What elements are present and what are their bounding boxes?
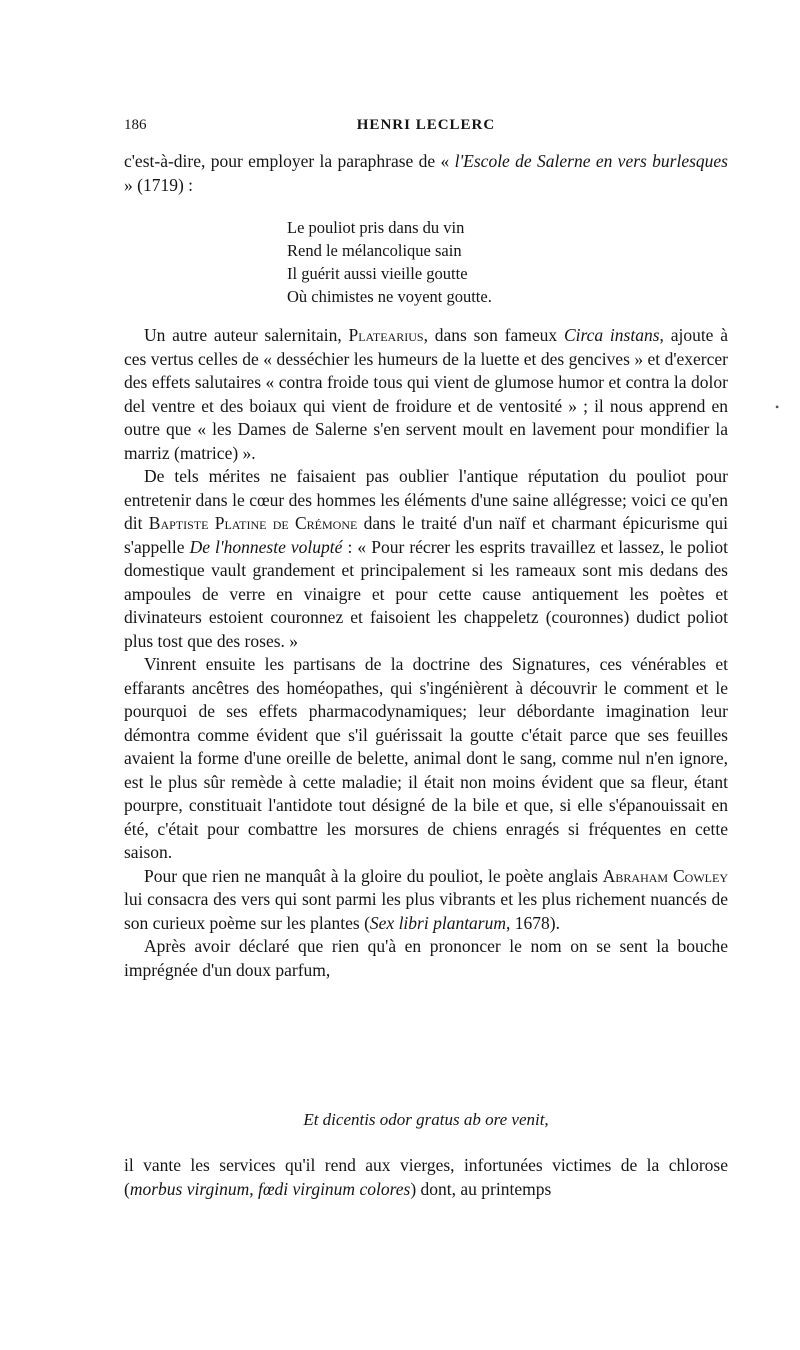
paragraph-parfum: Après avoir déclaré que rien qu'à en prononcer le nom on se sent la bouche imprégnée d'un doux parfum, (124, 936, 728, 980)
p4-text-a: Pour que rien ne manquât à la gloire du pouliot, le poète anglais (144, 865, 603, 886)
verse-quote (287, 216, 492, 308)
verse-line: Rend le mélancolique sain (287, 241, 462, 260)
p6-text-a: il vante les services qu'il rend aux vierges, infortunées victimes de la chlorose ( (124, 1155, 728, 1199)
intro-text-a: c'est-à-dire, pour employer la paraphrase de « (124, 151, 455, 171)
p4-text-c: lui consacra des vers qui sont parmi les plus vibrants et les plus richement nuancés de son curieux poème sur les plantes ( (124, 889, 728, 933)
paragraph-platine (124, 465, 728, 653)
margin-dot-mark: • (775, 400, 780, 414)
latin-verse-line: Et dicentis odor gratus ab ore venit, (303, 1110, 549, 1129)
p2-text-c: dans le traité d'un naïf et charmant épicurisme qui s'appelle (124, 513, 729, 557)
running-title: HENRI LECLERC (356, 117, 496, 133)
closing-paragraph (124, 1154, 728, 1201)
paragraph-platearius (124, 324, 728, 465)
latin-terms-italic: morbus virginum, fœdi virginum colores (129, 1178, 411, 1199)
intro-text-c: » (1719) : (124, 174, 194, 195)
page-header (124, 114, 728, 136)
p1-text-c: , dans son fameux (423, 325, 564, 345)
verse-line: Le pouliot pris dans du vin (287, 218, 465, 237)
title-honneste-volupte: De l'honneste volupté (189, 536, 343, 557)
paragraph-signatures: Vinrent ensuite les partisans de la doctrine des Signatures, ces vénérables et effarants ancêtres des homéopathes, qui s'ingénièrent à découvrir le comment et le pourquoi de ses effets pharmacodynamiques; leur débordante imagination leur démontra comme évident que s'il guérissait la goutte c'était parce que ses feuilles avaient la forme d'une oreille de belette, animal dont le sang, comme nul n'en ignore, est le plus sûr remède à cette maladie; il était non moins évident que sa fleur, étant pourpre, constituait l'antidote tout désigné de la bile et que, si elle s'épanouissait en été, c'était pour combattre les morsures de chiens enragés si fréquentes en cette saison. (124, 654, 728, 862)
p6-text-c: ) dont, au printemps (410, 1178, 552, 1199)
page-number: 186 (124, 117, 147, 133)
paragraph-cowley (124, 865, 728, 936)
title-sex-libri: Sex libri plantarum (369, 912, 507, 933)
body-text (124, 324, 728, 982)
intro-title-italic: l'Escole de Salerne en vers burlesques (454, 151, 728, 171)
title-circa-instans: Circa instans (563, 325, 660, 345)
author-platearius: Platearius (348, 325, 424, 345)
verse-line: Il guérit aussi vieille goutte (287, 264, 468, 283)
p2-text-e: : « Pour récrer les esprits travaillez et lassez, le poliot domestique vault grandement et principalement si les rameaux sont mis dedans des ampoules de verre en vinaigre et pour cette cause antiquement les poètes et divinateurs estoient couronnez et faisoient les chappeletz (couronnes) dudict poliot plus tost que des roses. » (124, 536, 729, 651)
p2-text-a: De tels mérites ne faisaient pas oublier l'antique réputation du pouliot pour entretenir dans le cœur des hommes les éléments d'une saine allégresse; voici ce qu'en dit (124, 466, 728, 533)
p1-text-e: , ajoute à ces vertus celles de « desséchier les humeurs de la luette et des gencives » et d'exercer des effets salutaires « contra froide tous qui vient de glumose humor et contra la dolor del ventre et des boiaux qui vient de froidure et de ventosité » ; il nous apprend en outre que « les Dames de Salerne s'en servent moult en lavement pour mondifier la marriz (matrice) ». (124, 325, 728, 463)
author-platine: Baptiste Platine de Crémone (148, 513, 358, 533)
author-cowley: Abraham Cowley (602, 865, 728, 886)
p4-text-e: , 1678). (506, 912, 560, 933)
intro-paragraph (124, 150, 728, 197)
verse-line: Où chimistes ne voyent goutte. (287, 287, 492, 306)
p1-text-a: Un autre auteur salernitain, (144, 325, 349, 345)
